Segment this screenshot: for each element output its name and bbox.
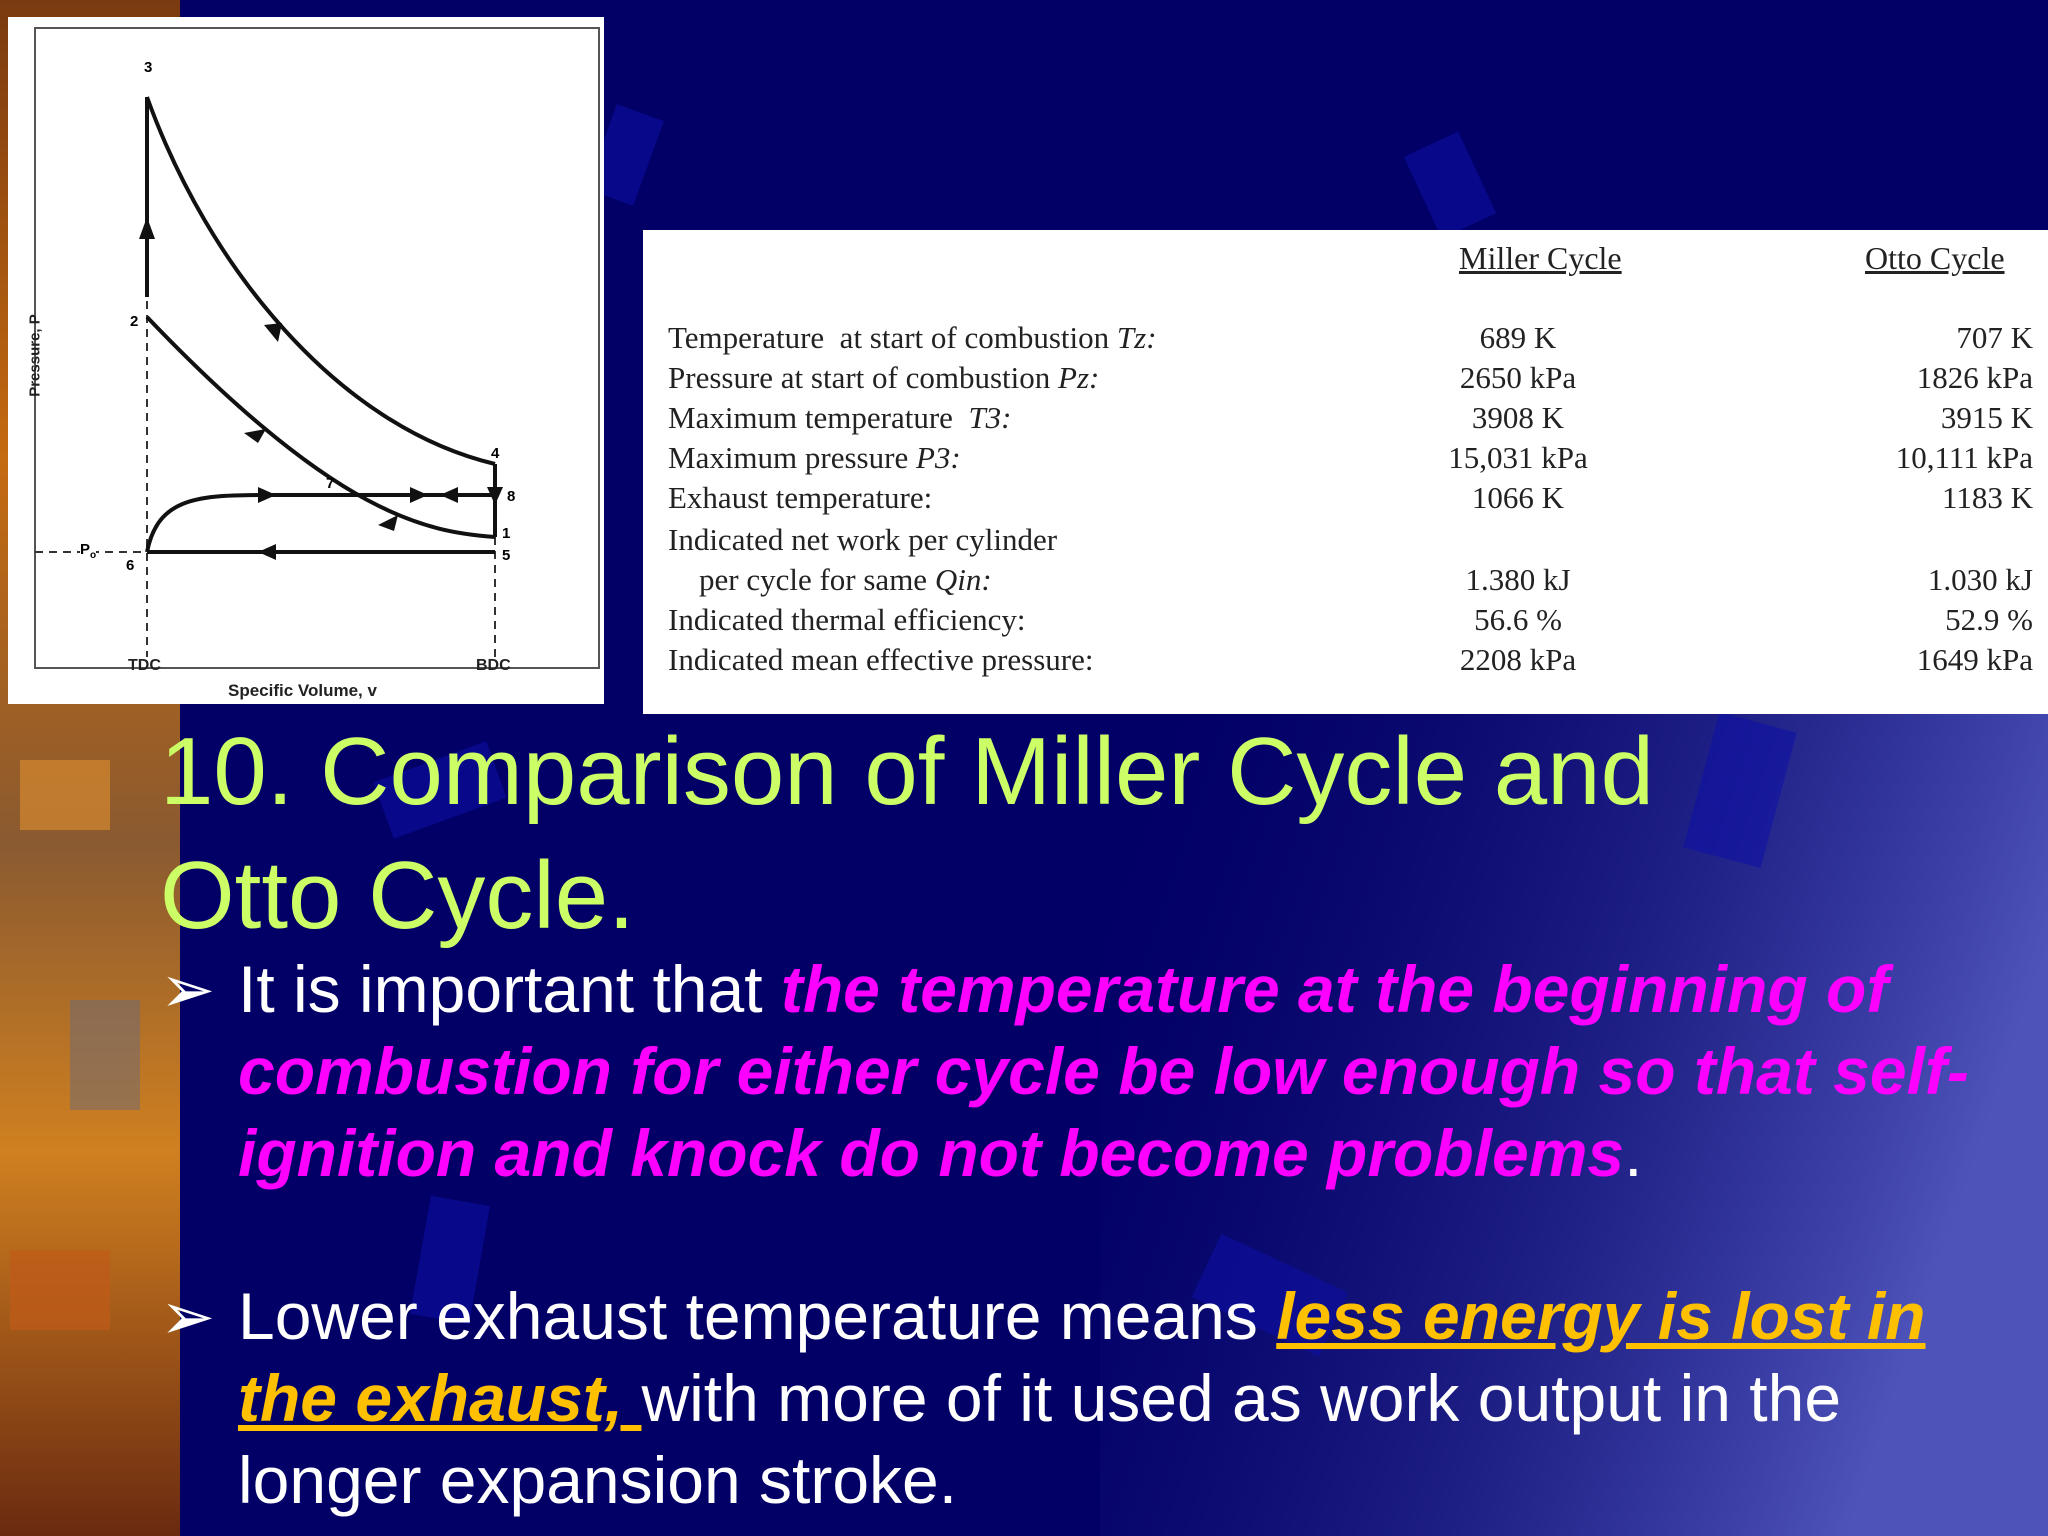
point-8: 8 bbox=[507, 488, 516, 505]
table-cell-otto: 52.9 % bbox=[1945, 602, 2033, 637]
table-cell-otto: 707 K bbox=[1956, 320, 2033, 355]
p0-label: $P_o$ bbox=[80, 541, 97, 561]
table-cell-miller: 56.6 % bbox=[1474, 602, 1562, 637]
table-row-label: Indicated net work per cylinder bbox=[668, 522, 1058, 557]
bullet-2-end: with more of it used as work output in the longer expansion stroke. bbox=[238, 1361, 1842, 1517]
table-row-label: Maximum pressure P3: bbox=[668, 440, 961, 475]
comparison-table bbox=[643, 230, 2048, 714]
bullet-1-plain: It is important that bbox=[238, 952, 781, 1026]
point-7: 7 bbox=[326, 475, 335, 492]
table-row-label: Indicated thermal efficiency: bbox=[668, 602, 1026, 637]
table-cell-miller: 15,031 kPa bbox=[1448, 440, 1588, 475]
bullet-arrow-icon: ➢ bbox=[160, 1279, 216, 1353]
col-header-miller: Miller Cycle bbox=[1459, 240, 1622, 276]
col-header-otto: Otto Cycle bbox=[1865, 240, 2005, 276]
table-cell-otto: 1.030 kJ bbox=[1927, 562, 2033, 597]
point-5: 5 bbox=[502, 547, 511, 564]
table-row-label: Indicated mean effective pressure: bbox=[668, 642, 1094, 677]
table-cell-otto: 3915 K bbox=[1940, 400, 2033, 435]
title-line-2: Otto Cycle. bbox=[160, 842, 635, 949]
table-row-label: per cycle for same Qin: bbox=[668, 562, 992, 597]
table-row-label: Maximum temperature T3: bbox=[668, 400, 1012, 435]
point-4: 4 bbox=[491, 445, 500, 462]
tick-bdc: BDC bbox=[476, 657, 511, 674]
bullet-1-end: . bbox=[1624, 1116, 1643, 1190]
table-cell-miller: 689 K bbox=[1479, 320, 1557, 355]
table-cell-otto: 1649 kPa bbox=[1916, 642, 2033, 677]
table-cell-otto: 1826 kPa bbox=[1916, 360, 2033, 395]
bullet-1-emphasis: the temperature at the beginning of combustion for either cycle be low enough so that self-ignition and knock do not become problems bbox=[238, 952, 1969, 1190]
table-cell-miller: 2208 kPa bbox=[1459, 642, 1577, 677]
tick-tdc: TDC bbox=[128, 657, 161, 674]
y-axis-label: Pressure, P bbox=[26, 314, 44, 397]
table-row-label: Exhaust temperature: bbox=[668, 480, 933, 515]
bullet-2-emphasis: less energy is lost in the exhaust, bbox=[238, 1279, 1926, 1435]
table-row-label: Temperature at start of combustion Tz: bbox=[668, 320, 1157, 355]
table-row-label: Pressure at start of combustion Pz: bbox=[668, 360, 1100, 395]
title-line-1: 10. Comparison of Miller Cycle and bbox=[160, 718, 1654, 825]
slide-title bbox=[160, 710, 1760, 958]
point-6: 6 bbox=[126, 557, 135, 574]
table-cell-miller: 3908 K bbox=[1471, 400, 1565, 435]
bullet-2 bbox=[160, 1275, 2020, 1525]
bullet-1 bbox=[160, 948, 2020, 1198]
table-cell-otto: 10,111 kPa bbox=[1895, 440, 2033, 475]
point-3: 3 bbox=[144, 59, 153, 76]
table-cell-miller: 2650 kPa bbox=[1459, 360, 1577, 395]
table-cell-miller: 1.380 kJ bbox=[1465, 562, 1571, 597]
bullet-arrow-icon: ➢ bbox=[160, 952, 216, 1026]
point-2: 2 bbox=[130, 313, 139, 330]
table-cell-miller: 1066 K bbox=[1471, 480, 1565, 515]
bullet-2-plain: Lower exhaust temperature means bbox=[238, 1279, 1277, 1353]
pv-diagram bbox=[8, 17, 604, 704]
point-1: 1 bbox=[502, 525, 511, 542]
table-cell-otto: 1183 K bbox=[1942, 480, 2033, 515]
x-axis-label: Specific Volume, v bbox=[228, 681, 377, 700]
